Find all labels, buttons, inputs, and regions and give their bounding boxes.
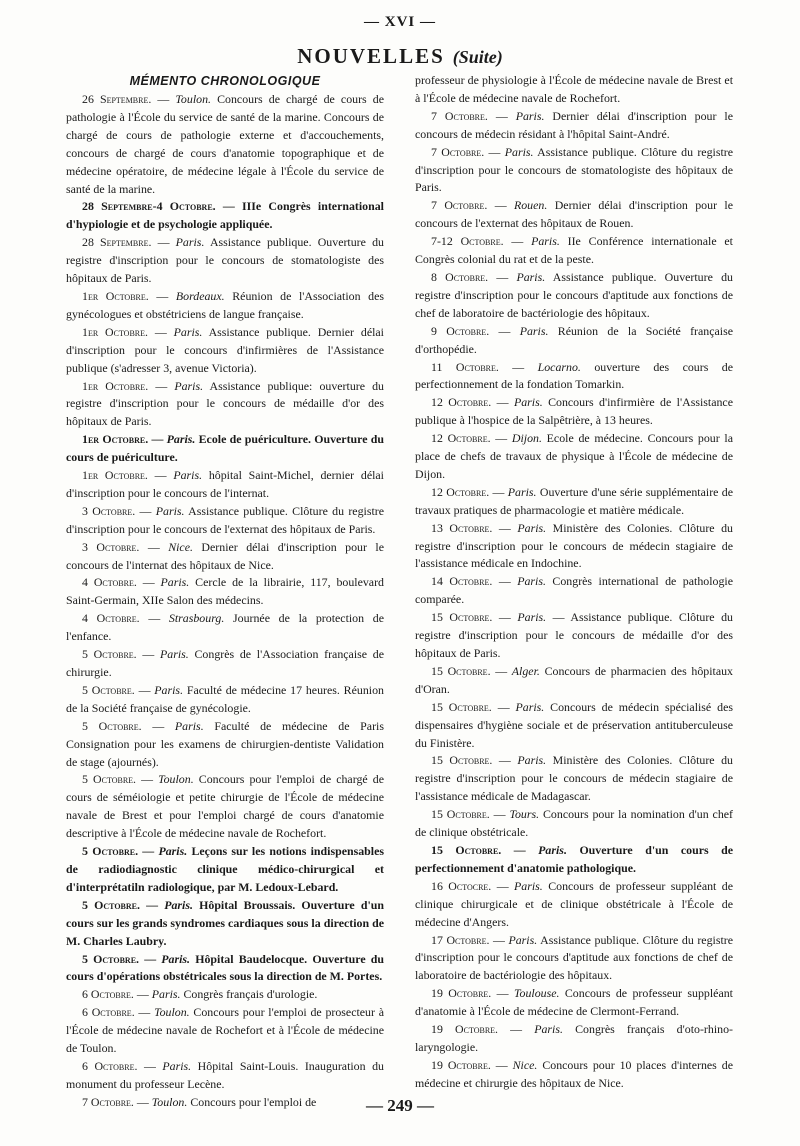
- entry-city: Paris.: [504, 144, 534, 159]
- entry-text: Journée de la protection de l'enfance.: [66, 611, 384, 644]
- right-entry-list: [415, 72, 733, 1093]
- memento-entry: 4 Octobre. — Strasbourg. Journée de la protection de l'enfance.: [66, 611, 384, 644]
- memento-entry: 6 Octobre. — Paris. Congrès français d'urologie.: [82, 987, 318, 1002]
- entry-date: 4 Octobre.: [82, 575, 137, 590]
- entry-city: Rouen.: [513, 198, 548, 213]
- entry-city: Dijon.: [511, 431, 542, 446]
- entry-text: Concours pour la nomination d'un chef de clinique obstétricale.: [415, 807, 734, 840]
- entry-text: Faculté de médecine de Paris Consignation pour les examens de chirurgien-dentiste Validation de stage (ajournés).: [66, 718, 384, 769]
- entry-text: Congrès de l'Association française de chirurgie.: [66, 647, 384, 679]
- entry-date: 15 Octobre.: [431, 807, 490, 822]
- entry-date: 19 Octobre.: [431, 1022, 499, 1037]
- entry-city: Toulouse.: [513, 986, 560, 1001]
- entry-date: 12 Octobre.: [431, 431, 491, 446]
- left-column: [66, 72, 384, 1112]
- entry-city: Paris.: [513, 395, 543, 410]
- memento-entry: 7 Octobre. — Toulon. Concours pour l'emploi de: [82, 1094, 317, 1109]
- entry-city: Paris.: [173, 324, 203, 339]
- entry-city: Paris.: [158, 844, 188, 859]
- memento-entry: 1er Octobre. — Paris. hôpital Saint-Michel, dernier délai d'inscription pour le concours de l'internat.: [66, 468, 384, 500]
- memento-entry: 13 Octobre. — Paris. Ministère des Colonies. Clôture du registre d'inscription pour le concours de médecin stagiaire de l'assistance médicale en Indochine.: [415, 520, 733, 571]
- memento-entry: 1er Octobre. — Bordeaux. Réunion de l'Association des gynécologues et obstétriciens de langue française.: [66, 288, 384, 321]
- memento-entry: 5 Octobre. — Paris. Faculté de médecine de Paris Consignation pour les examens de chirurgien-dentiste Validation de stage (ajournés).: [66, 718, 384, 769]
- entry-text: Concours de médecin spécialisé des dispensaires d'hygiène sociale et de préservation antituberculeuse du Finistère.: [415, 699, 733, 750]
- entry-text: Assistance publique. Clôture du registre d'inscription pour le concours de l'externat des hôpitaux de Paris.: [66, 503, 384, 536]
- entry-text: Congrès français d'oto-rhino-laryngologie.: [415, 1022, 733, 1054]
- entry-date: 7 Octobre.: [431, 144, 485, 159]
- memento-entry: 1er Octobre. — Paris. Ecole de puériculture. Ouverture du cours de puériculture.: [66, 432, 384, 465]
- entry-text: Ouverture d'un cours de perfectionnement d'anatomie pathologique.: [415, 842, 733, 875]
- entry-date: 15 Octobre.: [431, 842, 502, 857]
- entry-text: Concours pour l'emploi de prosecteur à l'École de médecine navale de Rochefort et à l'École de médecine de Toulon.: [66, 1005, 384, 1056]
- entry-city: Paris.: [160, 647, 189, 662]
- entry-text: Congrès français d'urologie.: [183, 987, 318, 1002]
- entry-date: 3 Octobre.: [82, 539, 140, 554]
- title-suffix: (Suite): [452, 47, 503, 67]
- entry-city: Paris.: [174, 718, 204, 733]
- memento-entry: 15 Octobre. — Paris. — Assistance publique. Clôture du registre d'inscription pour le concours de médaille d'or des hôpitaux de Paris.: [415, 610, 733, 660]
- entry-city: Paris.: [154, 682, 184, 697]
- entry-city: Tours.: [509, 807, 540, 822]
- entry-city: Paris.: [517, 753, 547, 768]
- entry-text: Assistance publique. Ouverture du registre d'inscription pour le concours de stomatologiste des hôpitaux de Paris.: [66, 235, 384, 286]
- entry-city: Paris.: [173, 468, 203, 483]
- entry-date: 5 Octobre.: [82, 682, 135, 697]
- memento-entry: 11 Octobre. — Locarno. ouverture des cours de perfectionnement de la fondation Tomarkin.: [415, 359, 733, 392]
- memento-entry: 9 Octobre. — Paris. Réunion de la Société française d'orthopédie.: [415, 323, 733, 356]
- entry-date: 1er Octobre.: [82, 324, 148, 339]
- entry-text: Réunion de la Société française d'orthopédie.: [415, 323, 733, 356]
- memento-entry: 8 Octobre. — Paris. Assistance publique. Ouverture du registre d'inscription pour le concours d'aptitude aux fonctions de chef de laboratoire de bactériologie des hôpitaux.: [415, 269, 733, 320]
- entry-city: Paris.: [516, 269, 546, 284]
- page-title: [0, 44, 800, 69]
- entry-text: Assistance publique. Ouverture du registre d'inscription pour le concours d'aptitude aux fonctions de chef de laboratoire de bactériologie des hôpitaux.: [415, 269, 733, 320]
- entry-date: 26 Septembre.: [82, 92, 152, 106]
- entry-text: Concours de chargé de cours de pathologie à l'École du service de santé de la marine. Concours de chargé de cours de pathologie externe et d'accouchements, concours de chargé de cours d'anatomie topographique et de médecine opératoire, de médecine légale à l'École du service de santé de la marine.: [66, 92, 384, 196]
- entry-date: 5 Octobre.: [82, 897, 140, 912]
- entry-city: Paris.: [538, 842, 567, 857]
- entry-city: Paris.: [164, 897, 193, 912]
- entry-city: Alger.: [511, 663, 540, 678]
- entry-text: Congrès international de pathologie comparée.: [415, 574, 733, 607]
- entry-date: 3 Octobre.: [82, 503, 136, 518]
- entry-text: Ministère des Colonies. Clôture du registre d'inscription pour le concours de médecin stagiaire de l'assistance médicale de Madagascar.: [415, 753, 733, 804]
- entry-text: Ouverture d'une série supplémentaire de travaux pratiques de pharmacologie et matière médicale.: [415, 484, 733, 517]
- memento-entry: 28 Septembre. — Paris. Assistance publique. Ouverture du registre d'inscription pour le concours de stomatologiste des hôpitaux de Paris.: [66, 235, 384, 286]
- entry-city: Paris.: [534, 1022, 563, 1037]
- entry-text: Hôpital Baudelocque. Ouverture du cours d'opérations obstétricales sous la direction de M. Portes.: [66, 951, 385, 984]
- entry-text: Dernier délai d'inscription pour le concours de médecin résidant à l'hôpital Saint-André.: [415, 108, 733, 141]
- entry-city: Paris.: [151, 987, 181, 1002]
- entry-text: Assistance publique: ouverture du registre d'inscription pour le concours de médaille d'or des hôpitaux de Paris.: [66, 378, 384, 429]
- entry-city: Paris.: [517, 520, 547, 535]
- entry-date: 7 Octobre.: [431, 198, 488, 213]
- memento-entry: 7 Octobre. — Paris. Dernier délai d'inscription pour le concours de médecin résidant à l'hôpital Saint-André.: [415, 108, 733, 141]
- entry-city: Nice.: [168, 539, 193, 554]
- entry-text: Réunion de l'Association des gynécologues et obstétriciens de langue française.: [66, 288, 384, 321]
- entry-city: Paris.: [160, 575, 190, 590]
- memento-entry: 5 Octobre. — Paris. Congrès de l'Association française de chirurgie.: [66, 647, 384, 679]
- memento-entry: 7-12 Octobre. — Paris. IIe Conférence internationale et Congrès colonial du rat et de la peste.: [415, 234, 733, 267]
- entry-text: Ministère des Colonies. Clôture du registre d'inscription pour le concours de médecin stagiaire de l'assistance médicale en Indochine.: [415, 520, 733, 571]
- entry-text: — Assistance publique. Clôture du registre d'inscription pour le concours de médaille d'or des hôpitaux de Paris.: [415, 610, 733, 660]
- entry-text: IIe Conférence internationale et Congrès colonial du rat et de la peste.: [415, 234, 733, 267]
- entry-text: Dernier délai d'inscription pour le concours de l'externat des hôpitaux de Rouen.: [415, 198, 733, 231]
- entry-date: 6 Octobre.: [82, 1058, 138, 1073]
- entry-text: Faculté de médecine 17 heures. Réunion de la Société française de gynécologie.: [66, 682, 384, 715]
- entry-city: Bordeaux.: [175, 288, 225, 303]
- memento-entry: 1er Octobre. — Paris. Assistance publique: ouverture du registre d'inscription pour le concours de médaille d'or des hôpitaux de Paris.: [66, 378, 384, 429]
- entry-date: 14 Octobre.: [431, 574, 493, 589]
- entry-text: Dernier délai d'inscription pour le concours de l'internat des hôpitaux de Nice.: [66, 539, 384, 572]
- entry-text: professeur de physiologie à l'École de médecine navale de Brest et à l'École de médecine navale de Rochefort.: [415, 73, 733, 105]
- memento-entry: 1er Octobre. — Paris. Assistance publique. Dernier délai d'inscription pour le concours d'infirmières de l'Assistance publique (s'adresser 3, avenue Victoria).: [66, 324, 384, 375]
- entry-text: Concours de professeur suppléant d'anatomie à l'École de médecine de Clermont-Ferrand.: [415, 986, 733, 1019]
- entry-text: Concours pour l'emploi de: [190, 1094, 317, 1109]
- memento-entry: 5 Octobre. — Paris. Faculté de médecine 17 heures. Réunion de la Société française de gynécologie.: [66, 682, 384, 715]
- page-number: — 249 —: [366, 1096, 434, 1115]
- memento-entry: 15 Octobre. — Paris. Ministère des Colonies. Clôture du registre d'inscription pour le concours de médecin stagiaire de l'assistance médicale de Madagascar.: [415, 753, 733, 804]
- entry-text: Concours de professeur suppléant de clinique chirurgicale et de clinique obstétricale à l'École de médecine d'Angers.: [415, 878, 733, 929]
- entry-date: 5 Octobre.: [82, 718, 142, 733]
- entry-text: Assistance publique. Dernier délai d'inscription pour le concours d'infirmières de l'Assistance publique (s'adresser 3, avenue Victoria).: [66, 324, 384, 375]
- entry-date: 7-12 Octobre.: [431, 234, 504, 249]
- memento-entry: 6 Octobre. — Toulon. Concours pour l'emploi de prosecteur à l'École de médecine navale de Rochefort et à l'École de médecine de Toulon.: [66, 1005, 384, 1056]
- entry-city: Paris.: [515, 108, 545, 123]
- memento-entry: 7 Octobre. — Rouen. Dernier délai d'inscription pour le concours de l'externat des hôpitaux de Rouen.: [415, 198, 733, 231]
- memento-entry: 4 Octobre. — Paris. Cercle de la librairie, 117, boulevard Saint-Germain, XIIe Salon des médecins.: [66, 575, 384, 608]
- memento-entry: 19 Octobre. — Paris. Congrès français d'oto-rhino-laryngologie.: [415, 1022, 733, 1054]
- memento-entry: 5 Octobre. — Paris. Leçons sur les notions indispensables de radiodiagnostic clinique médico-chirurgical et d'interprétatiln radiologique, par M. Ledoux-Lebard.: [66, 844, 384, 894]
- entry-text: Hôpital Broussais. Ouverture d'un cours sur les grands syndromes cardiaques sous la direction de M. Charles Laubry.: [66, 897, 385, 948]
- entry-text: Concours d'infirmière de l'Assistance publique à l'hospice de la Salpêtrière, à 13 heures.: [415, 395, 733, 428]
- section-heading: MÉMENTO CHRONOLOGIQUE: [129, 74, 321, 88]
- memento-entry: 3 Octobre. — Paris. Assistance publique. Clôture du registre d'inscription pour le concours de l'externat des hôpitaux de Paris.: [66, 503, 384, 536]
- memento-entry: 17 Octobre. — Paris. Assistance publique. Clôture du registre d'inscription pour le concours d'aptitude aux fonctions de chef de laboratoire de bactériologie des hôpitaux.: [415, 932, 733, 983]
- entry-city: Paris.: [155, 503, 185, 518]
- memento-entry: 28 Septembre-4 Octobre. — IIIe Congrès international d'hypiologie et de psychologie appliquée.: [66, 199, 384, 232]
- memento-entry: 15 Octobre. — Tours. Concours pour la nomination d'un chef de clinique obstétricale.: [415, 807, 734, 840]
- entry-city: Paris.: [515, 699, 545, 714]
- entry-date: 1er Octobre.: [82, 288, 149, 303]
- entry-city: Nice.: [512, 1057, 538, 1072]
- entry-text: hôpital Saint-Michel, dernier délai d'inscription pour le concours de l'internat.: [66, 468, 384, 500]
- entry-date: 9 Octobre.: [431, 323, 490, 338]
- entry-date: 5 Octobre.: [82, 647, 137, 662]
- entry-text: Assistance publique. Clôture du registre d'inscription pour le concours de stomatologiste des hôpitaux de Paris.: [415, 144, 733, 195]
- memento-entry: 5 Octobre. — Paris. Hôpital Broussais. Ouverture d'un cours sur les grands syndromes cardiaques sous la direction de M. Charles Laubry.: [66, 897, 385, 948]
- entry-date: 1er Octobre.: [82, 432, 149, 447]
- memento-entry: 19 Octobre. — Toulouse. Concours de professeur suppléant d'anatomie à l'École de médecine de Clermont-Ferrand.: [415, 986, 733, 1019]
- entry-date: 15 Octobre.: [431, 753, 493, 768]
- memento-entry: 16 Octocre. — Paris. Concours de professeur suppléant de clinique chirurgicale et de clinique obstétricale à l'École de médecine d'Angers.: [415, 878, 733, 929]
- entry-city: Toulon.: [158, 772, 194, 787]
- entry-date: 6 Octobre.: [82, 987, 134, 1002]
- entry-date: 19 Octobre.: [431, 986, 492, 1001]
- entry-city: Paris.: [517, 610, 547, 625]
- entry-text: Ecole de puériculture. Ouverture du cours de puériculture.: [66, 432, 384, 465]
- right-column: [415, 72, 733, 1093]
- entry-city: Toulon.: [154, 1005, 190, 1020]
- entry-city: Paris.: [531, 234, 560, 249]
- entry-date: 5 Octobre.: [82, 951, 139, 966]
- entry-date: 5 Octobre.: [82, 772, 137, 787]
- entry-text: Concours pour l'emploi de chargé de cours de séméiologie et petite chirurgie de l'École de médecine navale de Brest et pour l'emploi chargé de cours d'anatomie descriptive à l'École de médecine navale de Rochefort.: [66, 772, 384, 841]
- entry-date: 7 Octobre.: [431, 108, 488, 123]
- entry-date: 15 Octobre.: [431, 663, 491, 678]
- entry-text: Concours de pharmacien des hôpitaux d'Oran.: [415, 663, 733, 696]
- memento-entry: 6 Octobre. — Paris. Hôpital Saint-Louis. Inauguration du monument du professeur Lecène.: [66, 1058, 384, 1091]
- entry-city: Paris.: [174, 378, 204, 393]
- entry-text: Ecole de médecine. Concours pour la place de chefs de travaux de physique à l'École de médecine de Dijon.: [415, 431, 733, 481]
- entry-city: Paris.: [517, 574, 546, 589]
- entry-text: Leçons sur les notions indispensables de radiodiagnostic clinique médico-chirurgical et d'interprétatiln radiologique, par M. Ledoux-Lebard.: [66, 844, 384, 894]
- entry-city: Strasbourg.: [168, 611, 225, 626]
- entry-date: 4 Octobre.: [82, 611, 140, 626]
- memento-entry: 12 Octobre. — Paris. Ouverture d'une série supplémentaire de travaux pratiques de pharmacologie et matière médicale.: [415, 484, 733, 517]
- entry-text: ouverture des cours de perfectionnement de la fondation Tomarkin.: [415, 359, 733, 392]
- memento-entry: 15 Octobre. — Alger. Concours de pharmacien des hôpitaux d'Oran.: [415, 663, 733, 696]
- memento-entry: 19 Octobre. — Nice. Concours pour 10 places d'internes de médecine et chirurgie des hôpitaux de Nice.: [415, 1057, 733, 1090]
- entry-date: 28 Septembre-4 Octobre.: [82, 199, 216, 214]
- entry-city: Paris.: [161, 951, 191, 966]
- memento-entry: 12 Octobre. — Dijon. Ecole de médecine. Concours pour la place de chefs de travaux de physique à l'École de médecine de Dijon.: [415, 431, 733, 481]
- entry-date: 16 Octocre.: [431, 878, 492, 893]
- memento-entry: 26 Septembre. — Toulon. Concours de chargé de cours de pathologie à l'École du service de santé de la marine. Concours de chargé de cours de pathologie externe et d'accouchements, concours de chargé de cours d'anatomie topographique et de médecine opératoire, de médecine légale à l'École du service de santé de la marine.: [66, 92, 384, 196]
- entry-date: 15 Octobre.: [431, 610, 493, 625]
- entry-city: Paris.: [166, 432, 196, 447]
- entry-date: 7 Octobre.: [82, 1094, 134, 1109]
- entry-city: Toulon.: [175, 92, 211, 106]
- entry-date: 6 Octobre.: [82, 1005, 135, 1020]
- entry-date: 1er Octobre.: [82, 378, 149, 393]
- entry-city: Paris.: [175, 235, 205, 250]
- title-text: NOUVELLES: [297, 44, 445, 68]
- entry-date: 8 Octobre.: [431, 269, 489, 284]
- entry-text: Cercle de la librairie, 117, boulevard Saint-Germain, XIIe Salon des médecins.: [66, 575, 384, 608]
- entry-city: Paris.: [507, 484, 537, 499]
- entry-date: 1er Octobre.: [82, 468, 148, 483]
- entry-date: 17 Octobre.: [431, 932, 490, 947]
- entry-city: Toulon.: [151, 1094, 188, 1109]
- entry-city: Paris.: [514, 878, 543, 893]
- memento-entry: [415, 72, 733, 108]
- memento-entry: 15 Octobre. — Paris. Ouverture d'un cours de perfectionnement d'anatomie pathologique.: [415, 842, 733, 875]
- memento-entry: 7 Octobre. — Paris. Assistance publique. Clôture du registre d'inscription pour le concours de stomatologiste des hôpitaux de Paris.: [415, 144, 733, 195]
- entry-text: IIIe Congrès international d'hypiologie et de psychologie appliquée.: [66, 199, 384, 232]
- entry-date: 5 Octobre.: [82, 844, 139, 859]
- memento-entry: 5 Octobre. — Toulon. Concours pour l'emploi de chargé de cours de séméiologie et petite chirurgie de l'École de médecine navale de Brest et pour l'emploi chargé de cours d'anatomie descriptive à l'École de médecine navale de Rochefort.: [66, 772, 384, 841]
- memento-entry: 3 Octobre. — Nice. Dernier délai d'inscription pour le concours de l'internat des hôpitaux de Nice.: [66, 539, 384, 572]
- memento-entry: 12 Octobre. — Paris. Concours d'infirmière de l'Assistance publique à l'hospice de la Salpêtrière, à 13 heures.: [415, 395, 733, 428]
- entry-text: Hôpital Saint-Louis. Inauguration du monument du professeur Lecène.: [66, 1058, 384, 1091]
- entry-date: 13 Octobre.: [431, 520, 493, 535]
- entry-date: 15 Octobre.: [431, 699, 492, 714]
- entry-city: Paris.: [162, 1058, 192, 1073]
- entry-city: Paris.: [508, 932, 538, 947]
- entry-date: 28 Septembre.: [82, 235, 152, 250]
- entry-date: 11 Octobre.: [431, 359, 499, 374]
- left-entry-list: [66, 91, 384, 1112]
- memento-entry: 14 Octobre. — Paris. Congrès international de pathologie comparée.: [415, 574, 733, 607]
- entry-date: 12 Octobre.: [431, 395, 492, 410]
- entry-city: Paris.: [519, 323, 549, 338]
- entry-text: Concours pour 10 places d'internes de médecine et chirurgie des hôpitaux de Nice.: [415, 1057, 733, 1090]
- entry-city: Locarno.: [537, 359, 581, 374]
- memento-entry: 15 Octobre. — Paris. Concours de médecin spécialisé des dispensaires d'hygiène sociale et de préservation antituberculeuse du Finistère.: [415, 699, 733, 750]
- entry-text: Assistance publique. Clôture du registre d'inscription pour le concours d'aptitude aux fonctions de chef de laboratoire de bactériologie des hôpitaux.: [415, 932, 733, 983]
- roman-page-number: — XVI —: [363, 14, 436, 30]
- entry-date: 12 Octobre.: [431, 484, 490, 499]
- entry-date: 19 Octobre.: [431, 1057, 491, 1072]
- memento-entry: 5 Octobre. — Paris. Hôpital Baudelocque. Ouverture du cours d'opérations obstétricales sous la direction de M. Portes.: [66, 951, 385, 984]
